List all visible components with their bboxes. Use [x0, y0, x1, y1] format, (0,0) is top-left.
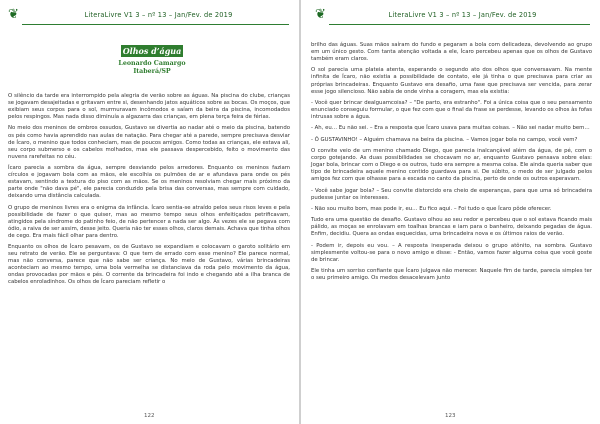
- right-body: [311, 42, 592, 287]
- paragraph: brilho das águas. Suas mãos saíram do fundo e pegaram a bola com delicadeza, devolvendo ao grupo em um único gesto. Com tanta atenção voltada a ele, Ícaro percebeu apenas que os olhos de Gustavo também eram claros.: [311, 42, 592, 63]
- left-page: [0, 0, 299, 424]
- right-page: [301, 0, 600, 424]
- paragraph: - Ah, eu… Eu não sei. – Era a resposta que Ícaro usava para muitas coisas. – Não sei nadar muito bem…: [311, 125, 590, 132]
- header-text: LiteraLivre V1 3 – nº 13 – Jan/Fev. de 2019: [84, 11, 233, 19]
- paragraph: O convite veio de um menino chamado Diego, que parecia inalcançável além da água, de pé, com o corpo gotejando. As duas possibilidades se chocavam no ar, enquanto Gustavo pensava sobre elas: Jogar bola, brincar com o Diego e os outros, tudo era sempre a mesma coisa. Ele ainda queria saber que tipo de brincadeira aquele menino contido guardava para si. De súbito, o medo de ser julgado pelos amigos fez com que olhasse para a escada no canto da piscina, perto de onde os outros esperavam.: [311, 148, 592, 183]
- paragraph: Enquanto os olhos de Ícaro pesavam, os de Gustavo se expandiam e colocavam o garoto solitário em seu retrato de verão. Ele se perguntava: O que tem de errado com esse menino? Ele parece normal, mas não conversa, parece que não sabe ser criança. No meio de Gustavo, várias brincadeiras aconteciam ao mesmo tempo, uma bola vermelha se distanciava da roda pelo movimento da água, ondas provocadas por mãos e pés. O corrente da brincadeira foi indo e chegando até a ilha branca de cabelos enroladinhos. Os olhos de Ícaro pareciam refletir o: [8, 244, 290, 286]
- header-rule: [22, 24, 289, 25]
- story-title: Olhos d’água: [122, 46, 182, 56]
- page-number: 122: [144, 413, 155, 419]
- paragraph: O silêncio da tarde era interrompido pela alegria de verão sobre as águas. Na piscina do clube, crianças se jogavam desajeitadas e gritavam entre si, desenhando jatos aquáticos sobre as bocas. Os moços, que exibiam seus corpos para o sol, murmuravam incômodos e saíam da beira da piscina, incomodados pelos respingos. Mas nada disso diminuía a algazarra das crianças, em plena terça feira de férias.: [8, 93, 291, 121]
- leaf-ornament-icon: ❦: [8, 7, 19, 22]
- leaf-ornament-icon: ❦: [315, 7, 326, 22]
- paragraph: - Ô GUSTAVINHO! – Alguém chamava na beira da piscina. – Vamos jogar bola no campo, você vem?: [311, 136, 578, 143]
- paragraph: - Podem ir, depois eu vou. – A resposta inesperada deixou o grupo atônito, na sombra. Gustavo simplesmente voltou-se para o novo amigo e disse: - Então, vamos fazer alguma coisa que você goste de brincar.: [311, 242, 592, 263]
- paragraph: - Você quer brincar dealguamcoisa? – "De parto, era estranho". Foi a única coisa que o seu pensamento enunciado conseguiu formular, o que fez com que o final da frase se perdesse, levando os olhos às fofas intrusas sobre a água.: [311, 99, 592, 121]
- paragraph: O grupo de meninos livres era o enigma da infância. Ícaro sentia-se atraído pelos seus risos leves e pela possibilidade de fazer o que quiser, mas ao mesmo tempo seus olhos enfeitiçados petrificavam, atingidos pela síndrome do patinho feio, de não pertencer a nada ser algo. Às vezes ele se pegava com ódio, a raiva de ser assim, desse jeito. Queria não ter esses olhos, claros demais. Achava que tinha olhos de cego. Era mais fácil olhar para dentro.: [8, 204, 290, 239]
- paragraph: O sol parecia uma plateia atenta, esperando o segundo ato dos olhos que conversavam. Na mente infinita de Ícaro, não existia a possibilidade de contato, ele já tinha o que precisava para criar as próprias brincadeiras. Enquanto Gustavo era desafio, uma fase que precisava ser vencida, para zerar esse jogo silencioso. Não sabia de onde vinha a coragem, mas ela existia:: [311, 67, 592, 95]
- paragraph: - Você sabe jogar bola? – Seu convite distorcido era cheio de esperanças, para que uma só brincadeira pudesse juntar os interesses.: [311, 187, 592, 201]
- left-body: [8, 93, 290, 291]
- paragraph: No meio dos meninos de ombros ossudos, Gustavo se divertia ao nadar até o meio da piscina, batendo os pés como havia aprendido nas aulas de natação. Para chegar até a parede, sempre precisava desviar de Ícaro, o menino que todos conheciam, mas de poucos amigos. Como todas as crianças, ele estava ali, seu corpo submerso e os cabelos molhados, mas ele passava despercebido, feito o movimento das nuvens rarefeitas no céu.: [8, 125, 290, 160]
- header-rule: [329, 24, 590, 25]
- author-location: Itaberá/SP: [133, 68, 171, 75]
- paragraph: Ícaro parecia a sombra da água, sempre desviando pelos arredores. Enquanto os meninos faziam círculos e jogavam bola com as mãos, ele escolhia os pulmões de ar e afundava para onde os pés estavam, sentindo a textura do piso com as mãos. Se os meninos resolviam chegar mais próximo da parte onde "não dava pé", ele parecia conduzido pela brisa das conversas, mas sempre com cuidado, deixando uma distância calculada.: [8, 165, 290, 200]
- page-number: 123: [445, 413, 456, 419]
- paragraph: Tudo era uma questão de desafio. Gustavo olhou ao seu redor e percebeu que o sol estava ficando mais pálido, as moças se enrolavam em toalhas brancas e iam para o banheiro, deixando pegadas de água. Enfim, decidiu. Quera as ondas esquecidas, uma brincadeira nova e os últimos raios de verão.: [311, 217, 592, 238]
- right-header: [315, 8, 590, 22]
- header-text: LiteraLivre V1 3 – nº 13 – Jan/Fev. de 2019: [388, 11, 537, 19]
- author-name: Leonardo Camargo: [118, 60, 186, 67]
- left-header: [8, 8, 289, 22]
- paragraph: Ele tinha um sorriso confiante que Ícaro julgava não merecer. Naquele fim de tarde, parecia simples ter o seu primeiro amigo. Os medos desacelevam junto: [311, 268, 592, 282]
- paragraph: - Não sou muito bom, mas pode ir, eu… Eu fico aqui. – Foi tudo o que Ícaro pôde oferecer.: [311, 205, 552, 212]
